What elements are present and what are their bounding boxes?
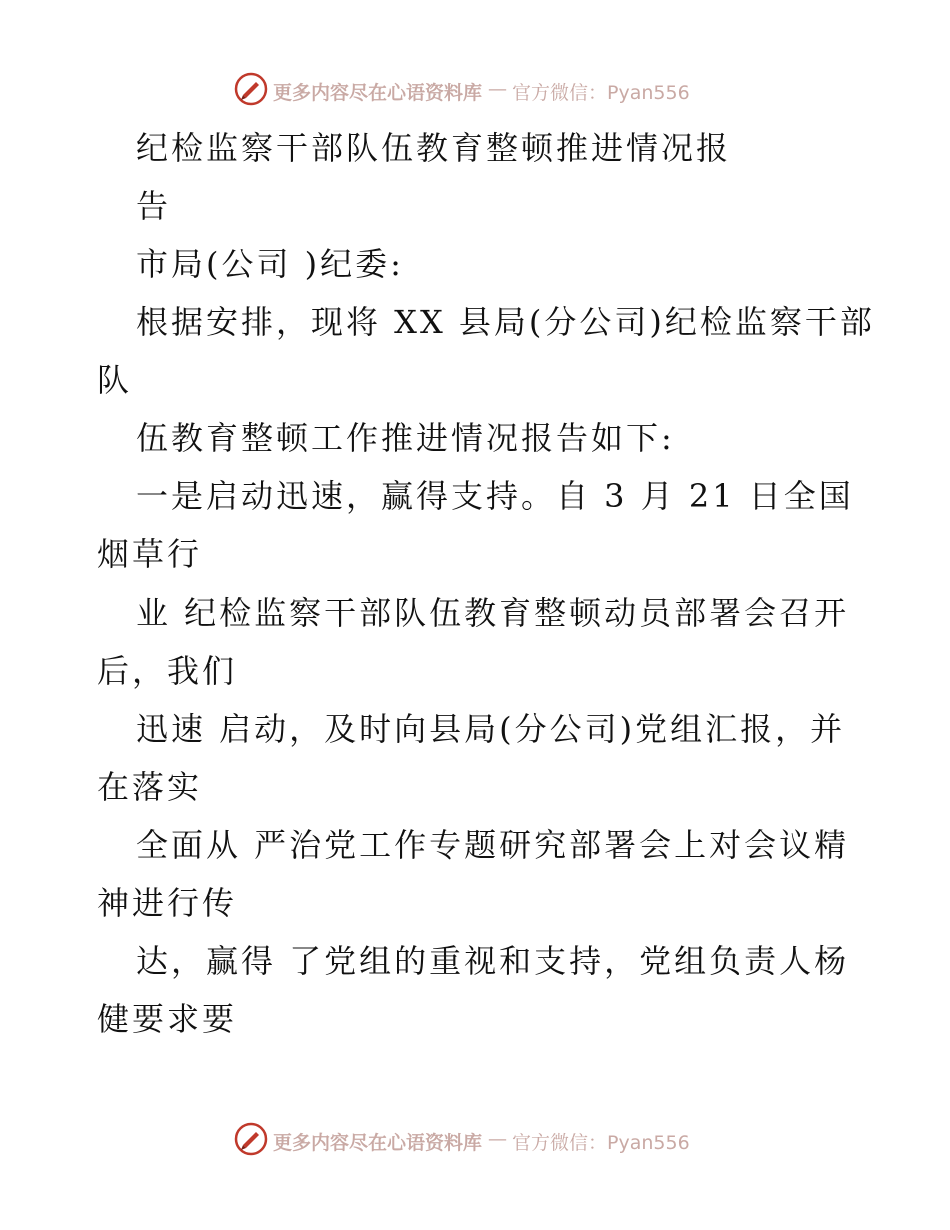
body-line: 在落实 (97, 768, 203, 806)
pen-logo-icon (234, 72, 268, 106)
footer-watermark (0, 1122, 950, 1158)
watermark-dash: — (488, 78, 507, 100)
salutation: 市局(公司 )纪委: (136, 245, 404, 283)
body-line: 伍教育整顿工作推进情况报告如下: (136, 419, 675, 457)
body-line: 神进行传 (97, 884, 238, 922)
document-title-line-1: 纪检监察干部队伍教育整顿推进情况报 (136, 129, 732, 167)
body-line: 根据安排，现将 XX 县局(分公司)纪检监察干部 (136, 303, 875, 341)
body-line: 达，赢得 了党组的重视和支持，党组负责人杨 (136, 942, 850, 980)
body-line: 迅速 启动，及时向县局(分公司)党组汇报，并 (136, 710, 846, 748)
body-line: 业 纪检监察干部队伍教育整顿动员部署会召开 (136, 594, 850, 632)
body-line: 健要求要 (97, 1000, 238, 1038)
watermark-dash: — (488, 1128, 507, 1150)
watermark-slogan: 更多内容尽在心语资料库 (273, 1132, 483, 1154)
body-line: 队 (97, 361, 133, 399)
document-title-line-2: 告 (136, 187, 172, 225)
watermark-wechat: 官方微信：Pyan556 (512, 82, 690, 104)
pen-logo-icon (234, 1122, 268, 1156)
watermark-slogan: 更多内容尽在心语资料库 (273, 82, 483, 104)
body-line: 后，我们 (97, 652, 238, 690)
watermark-wechat: 官方微信：Pyan556 (512, 1132, 690, 1154)
body-line: 一是启动迅速，赢得支持。自 3 月 21 日全国 (136, 477, 854, 515)
body-line: 全面从 严治党工作专题研究部署会上对会议精 (136, 826, 850, 864)
header-watermark (0, 72, 950, 108)
body-line: 烟草行 (97, 535, 203, 573)
